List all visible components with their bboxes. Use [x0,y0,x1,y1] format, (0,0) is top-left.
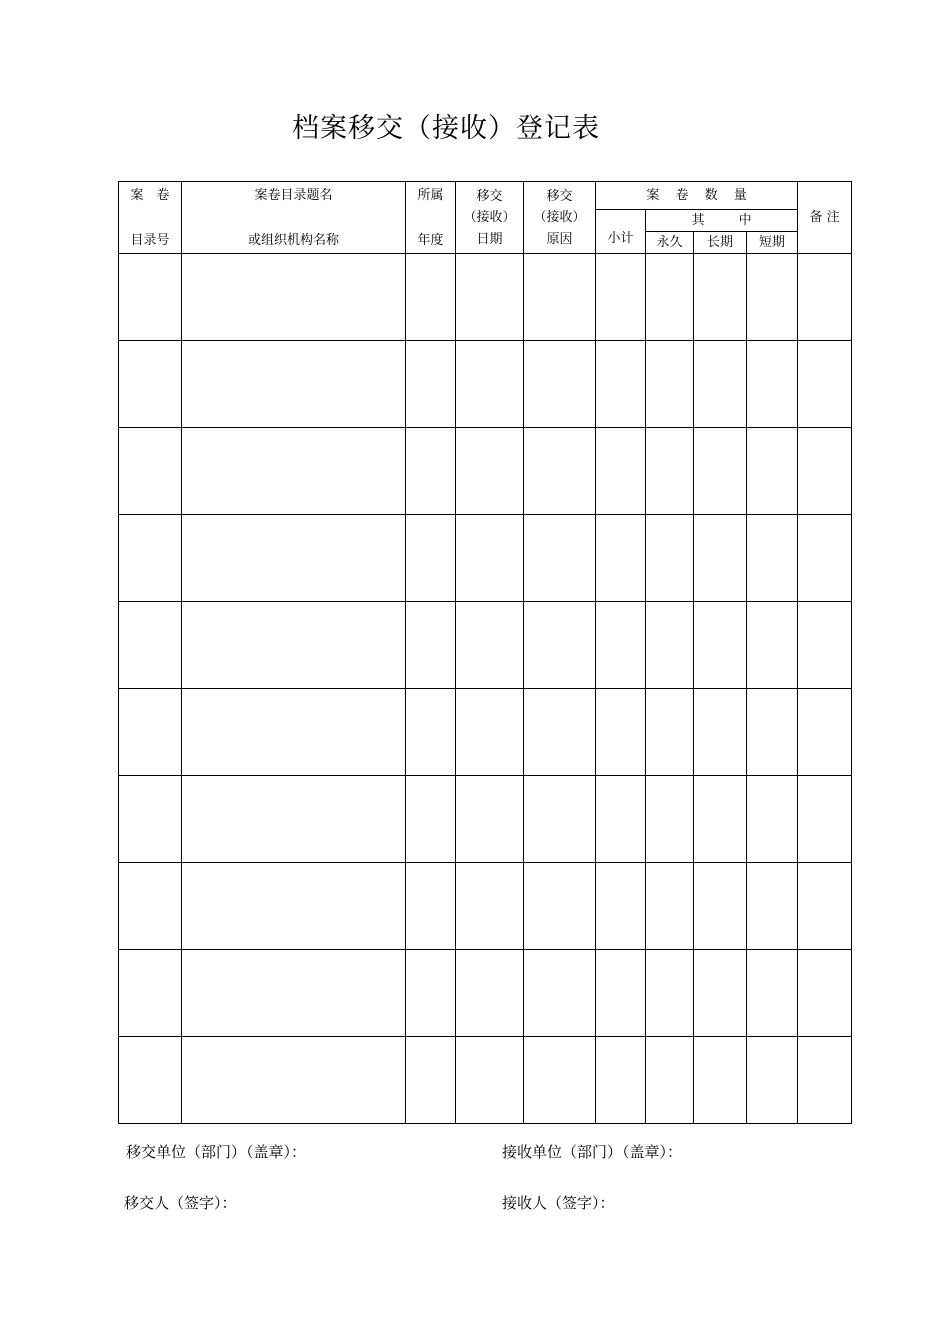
table-cell[interactable] [747,428,798,515]
table-cell[interactable] [694,341,747,428]
table-cell[interactable] [747,515,798,602]
table-row [119,341,852,428]
table-cell[interactable] [456,515,524,602]
table-cell[interactable] [182,1037,406,1124]
table-cell[interactable] [694,689,747,776]
table-cell[interactable] [456,602,524,689]
header-year [406,182,456,254]
table-cell[interactable] [747,950,798,1037]
table-cell[interactable] [596,602,646,689]
table-cell[interactable] [456,341,524,428]
table-cell[interactable] [646,950,694,1037]
table-cell[interactable] [596,689,646,776]
header-transfer-date-line1: 移交 [476,188,503,204]
table-cell[interactable] [406,341,456,428]
table-cell[interactable] [182,428,406,515]
table-cell[interactable] [596,254,646,341]
header-transfer-date-line3: 日期 [476,231,503,247]
header-among: 其 中 [646,210,798,232]
table-cell[interactable] [406,776,456,863]
table-row [119,950,852,1037]
table-row [119,428,852,515]
table-cell[interactable] [119,602,182,689]
table-cell[interactable] [646,1037,694,1124]
header-transfer-date [456,182,524,254]
table-row [119,515,852,602]
table-cell[interactable] [646,428,694,515]
header-year-line1: 所属 [417,187,444,203]
table-cell[interactable] [406,254,456,341]
receive-person-label: 接收人（签字）： [502,1194,615,1212]
table-cell[interactable] [747,1037,798,1124]
header-quantity: 案 卷 数 量 [596,182,798,210]
header-transfer-reason-line2: （接收） [533,210,586,225]
table-cell[interactable] [119,776,182,863]
table-cell[interactable] [119,428,182,515]
table-cell[interactable] [646,689,694,776]
table-cell[interactable] [747,689,798,776]
header-year-line2: 年度 [417,232,444,248]
table-cell[interactable] [524,776,596,863]
header-transfer-date-line2: （接收） [463,210,516,225]
table-cell[interactable] [646,863,694,950]
table-row [119,602,852,689]
header-dossier-no [119,182,182,254]
table-cell[interactable] [119,341,182,428]
table-cell[interactable] [694,1037,747,1124]
table-cell[interactable] [182,689,406,776]
table-cell[interactable] [798,602,852,689]
table-cell[interactable] [119,515,182,602]
table-cell[interactable] [524,254,596,341]
table-cell[interactable] [646,776,694,863]
table-cell[interactable] [406,950,456,1037]
table-cell[interactable] [747,602,798,689]
table-cell[interactable] [747,254,798,341]
table-cell[interactable] [596,428,646,515]
table-cell[interactable] [798,950,852,1037]
table-cell[interactable] [456,776,524,863]
table-cell[interactable] [456,254,524,341]
header-transfer-reason [524,182,596,254]
receive-unit-label: 接收单位（部门）（盖章）： [502,1143,683,1161]
table-cell[interactable] [406,689,456,776]
table-cell[interactable] [596,341,646,428]
table-cell[interactable] [119,863,182,950]
table-cell[interactable] [182,950,406,1037]
table-cell[interactable] [798,254,852,341]
table-cell[interactable] [596,776,646,863]
table-cell[interactable] [646,515,694,602]
header-dossier-no-line1: 案 卷 [130,187,170,203]
table-cell[interactable] [596,1037,646,1124]
table-cell[interactable] [119,689,182,776]
table-cell[interactable] [694,863,747,950]
header-subtotal: 小计 [596,210,646,254]
table-cell[interactable] [182,341,406,428]
table-cell[interactable] [406,602,456,689]
table-cell[interactable] [524,341,596,428]
table-cell[interactable] [119,1037,182,1124]
table-cell[interactable] [182,515,406,602]
table-cell[interactable] [694,515,747,602]
page-title: 档案移交（接收）登记表 [292,113,600,144]
table-cell[interactable] [182,776,406,863]
table-cell[interactable] [524,950,596,1037]
header-long: 长期 [694,232,747,254]
table-cell[interactable] [694,254,747,341]
table-cell[interactable] [456,428,524,515]
table-cell[interactable] [119,254,182,341]
header-transfer-reason-line1: 移交 [546,188,573,204]
registration-table [118,181,852,1124]
table-cell[interactable] [747,341,798,428]
table-row [119,1037,852,1124]
table-cell[interactable] [524,428,596,515]
table-cell[interactable] [406,1037,456,1124]
table-cell[interactable] [524,515,596,602]
table-cell[interactable] [596,950,646,1037]
table-cell[interactable] [694,950,747,1037]
table-cell[interactable] [747,776,798,863]
table-cell[interactable] [694,776,747,863]
table-cell[interactable] [406,428,456,515]
table-cell[interactable] [456,1037,524,1124]
table-cell[interactable] [456,950,524,1037]
table-cell[interactable] [646,254,694,341]
table-cell[interactable] [524,602,596,689]
table-cell[interactable] [694,602,747,689]
table-cell[interactable] [798,863,852,950]
header-title-line1: 案卷目录题名 [254,187,333,203]
table-cell[interactable] [798,341,852,428]
table-cell[interactable] [747,863,798,950]
transfer-unit-label: 移交单位（部门）（盖章）： [126,1143,307,1161]
header-title-line2: 或组织机构名称 [247,232,339,248]
table-cell[interactable] [694,428,747,515]
table-cell[interactable] [798,689,852,776]
table-cell[interactable] [524,689,596,776]
header-permanent: 永久 [646,232,694,254]
header-short: 短期 [747,232,798,254]
table-cell[interactable] [456,689,524,776]
table-cell[interactable] [798,1037,852,1124]
table-cell[interactable] [182,863,406,950]
table-row [119,254,852,341]
table-cell[interactable] [524,1037,596,1124]
table-cell[interactable] [182,602,406,689]
header-title [182,182,406,254]
table-cell[interactable] [646,341,694,428]
table-cell[interactable] [596,515,646,602]
table-row [119,776,852,863]
header-transfer-reason-line3: 原因 [546,231,573,247]
table-cell[interactable] [456,863,524,950]
table-cell[interactable] [798,428,852,515]
table-cell[interactable] [596,863,646,950]
header-dossier-no-line2: 目录号 [130,232,170,248]
table-cell[interactable] [646,602,694,689]
table-cell[interactable] [798,515,852,602]
table-row [119,689,852,776]
transfer-person-label: 移交人（签字）： [124,1194,237,1212]
table-cell[interactable] [119,950,182,1037]
table-cell[interactable] [524,863,596,950]
table-cell[interactable] [406,863,456,950]
table-cell[interactable] [182,254,406,341]
table-cell[interactable] [798,776,852,863]
table-row [119,863,852,950]
table-cell[interactable] [406,515,456,602]
header-remarks: 备 注 [798,182,852,254]
